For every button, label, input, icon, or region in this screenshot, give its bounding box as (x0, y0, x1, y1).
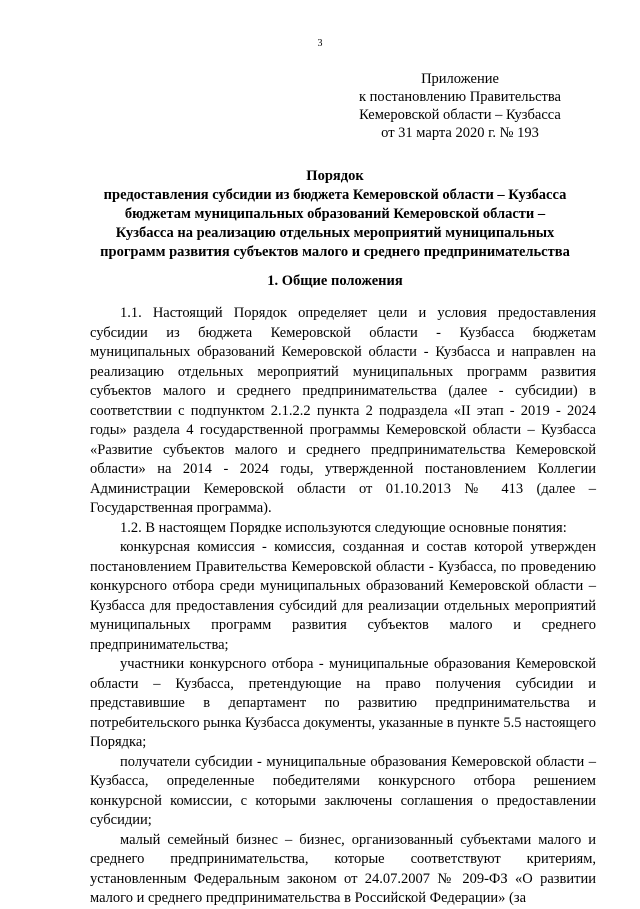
appendix-line: Приложение (421, 71, 499, 87)
page-number: 3 (317, 38, 323, 49)
paragraph: получатели субсидии - муниципальные образования Кемеровской области – Кузбасса, определенные победителями конкурсного отбора решением конкурсной комиссии, с которыми заключены соглашения о предоставлении субсидии; (90, 753, 596, 828)
paragraph: 1.1. Настоящий Порядок определяет цели и условия предоставления субсидии из бюджета Кемеровской области - Кузбасса бюджетам муниципальных образований Кемеровской области - Кузбасса и направлен на реализацию отдельных мероприятий муниципальных программ развития субъектов малого и среднего предпринимательства (далее - субсидии) в соответствии с подпунктом 2.1.2.2 пункта 2 подраздела «II этап - 2019 - 2024 годы» раздела 4 государственной программы Кемеровской области – Кузбасса «Развитие субъектов малого и среднего предпринимательства Кемеровской области» на 2014 - 2024 годы, утвержденной постановлением Коллегии Администрации Кемеровской области от 01.10.2013 № 413 (далее – Государственная программа). (90, 305, 596, 516)
section-heading: 1. Общие положения (267, 273, 403, 289)
document-title (80, 167, 590, 262)
document-body (90, 304, 596, 909)
title-line: Порядок (306, 168, 364, 184)
title-line: Кузбасса на реализацию отдельных мероприятий муниципальных (115, 225, 555, 241)
appendix-block (330, 70, 590, 142)
paragraph: 1.2. В настоящем Порядке используются следующие основные понятия: (120, 519, 567, 536)
title-line: программ развития субъектов малого и среднего предпринимательства (100, 244, 570, 260)
title-line: бюджетам муниципальных образований Кемеровской области – (124, 206, 546, 222)
title-line: предоставления субсидии из бюджета Кемеровской области – Кузбасса (103, 187, 567, 203)
appendix-line: к постановлению Правительства (359, 89, 561, 105)
appendix-line: Кемеровской области – Кузбасса (359, 107, 561, 123)
appendix-line: от 31 марта 2020 г. № 193 (381, 125, 539, 141)
paragraph: конкурсная комиссия - комиссия, созданная и состав которой утвержден постановлением Правительства Кемеровской области - Кузбасса, по проведению конкурсного отбора среди муниципальных образований Кемеровской области – Кузбасса для предоставления субсидий для реализации отдельных мероприятий муниципальных программ развития субъектов малого и среднего предпринимательства; (90, 539, 596, 653)
paragraph: участники конкурсного отбора - муниципальные образования Кемеровской области – Кузбасса, претендующие на право получения субсидии и представившие в департамент по развитию предпринимательства и потребительского рынка Кузбасса документы, указанные в пункте 5.5 настоящего Порядка; (90, 656, 596, 750)
paragraph: малый семейный бизнес – бизнес, организованный субъектами малого и среднего предпринимательства, которые соответствуют критериям, установленным Федеральным законом от 24.07.2007 № 209-ФЗ «О развитии малого и среднего предпринимательства в Российской Федерации» (за (90, 831, 596, 906)
